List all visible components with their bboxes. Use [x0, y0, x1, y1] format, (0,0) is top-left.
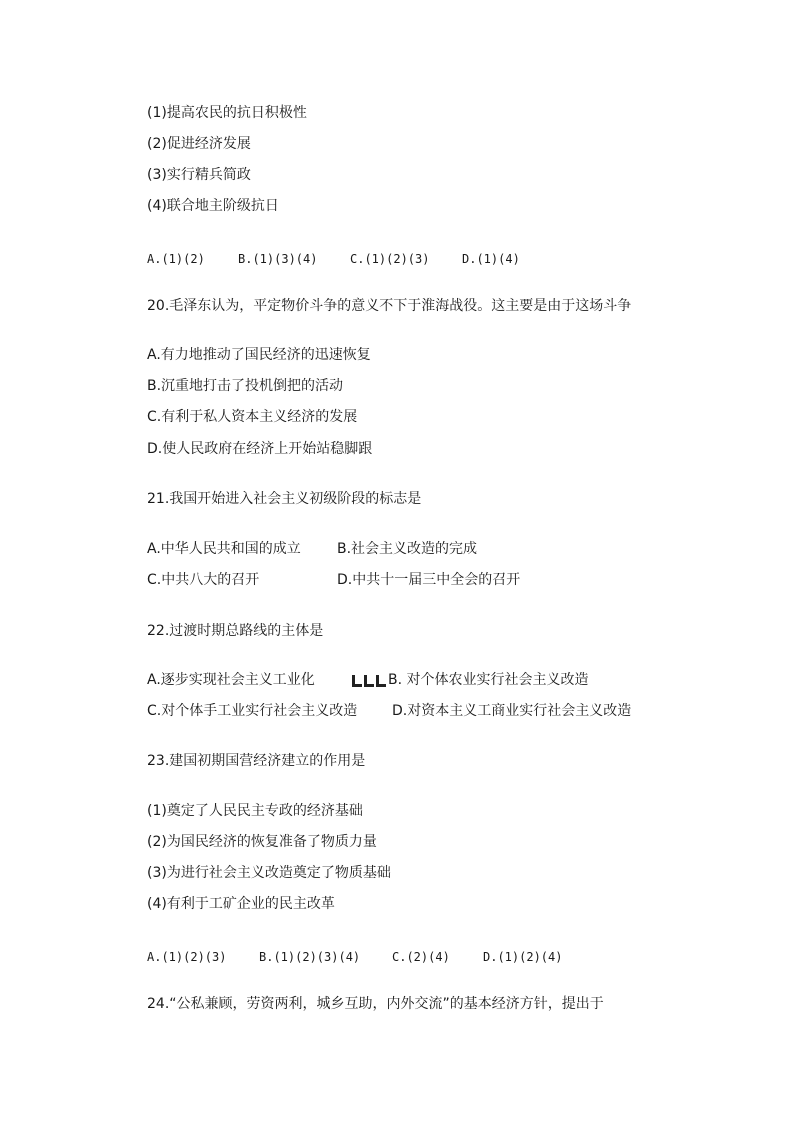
q20-stem: 20.毛泽东认为，平定物价斗争的意义不下于淮海战役。这主要是由于这场斗争 [147, 298, 632, 314]
q23-option-b: B.(1)(2)(3)(4) [259, 950, 361, 964]
q21-stem: 21.我国开始进入社会主义初级阶段的标志是 [147, 491, 422, 507]
q23-option-d: D.(1)(2)(4) [483, 950, 563, 964]
q23-option-c: C.(2)(4) [392, 950, 450, 964]
q23-item-3: (3)为进行社会主义改造奠定了物质基础 [147, 865, 391, 881]
garbled-glyphs [352, 675, 388, 689]
block1-item-3: (3)实行精兵简政 [147, 167, 251, 183]
block1-option-c: C.(1)(2)(3) [350, 252, 430, 266]
q20-option-c: C.有利于私人资本主义经济的发展 [147, 409, 358, 425]
q20-option-d: D.使人民政府在经济上开始站稳脚跟 [147, 441, 373, 457]
q22-option-a: A.逐步实现社会主义工业化 [147, 672, 315, 688]
q23-item-4: (4)有利于工矿企业的民主改革 [147, 896, 335, 912]
q23-item-2: (2)为国民经济的恢复准备了物质力量 [147, 834, 377, 850]
block1-item-2: (2)促进经济发展 [147, 136, 251, 152]
block1-item-1: (1)提高农民的抗日积极性 [147, 105, 307, 121]
q23-item-1: (1)奠定了人民民主专政的经济基础 [147, 803, 363, 819]
q23-option-a: A.(1)(2)(3) [147, 950, 227, 964]
q24-stem: 24.“公私兼顾，劳资两利，城乡互助，内外交流”的基本经济方针，提出于 [147, 996, 604, 1012]
q20-option-b: B.沉重地打击了投机倒把的活动 [147, 378, 344, 394]
q23-stem: 23.建国初期国营经济建立的作用是 [147, 753, 366, 769]
q21-option-c: C.中共八大的召开 [147, 572, 260, 588]
block1-option-b: B.(1)(3)(4) [238, 252, 318, 266]
block1-option-a: A.(1)(2) [147, 252, 205, 266]
q21-option-d: D.中共十一届三中全会的召开 [337, 572, 521, 588]
q22-option-b: B. 对个体农业实行社会主义改造 [388, 672, 589, 688]
q21-option-b: B.社会主义改造的完成 [337, 541, 478, 557]
block1-option-d: D.(1)(4) [462, 252, 520, 266]
block1-item-4: (4)联合地主阶级抗日 [147, 198, 279, 214]
q22-option-d: D.对资本主义工商业实行社会主义改造 [392, 703, 632, 719]
q21-option-a: A.中华人民共和国的成立 [147, 541, 301, 557]
q20-option-a: A.有力地推动了国民经济的迅速恢复 [147, 347, 371, 363]
q22-option-c: C.对个体手工业实行社会主义改造 [147, 703, 358, 719]
q22-stem: 22.过渡时期总路线的主体是 [147, 623, 324, 639]
